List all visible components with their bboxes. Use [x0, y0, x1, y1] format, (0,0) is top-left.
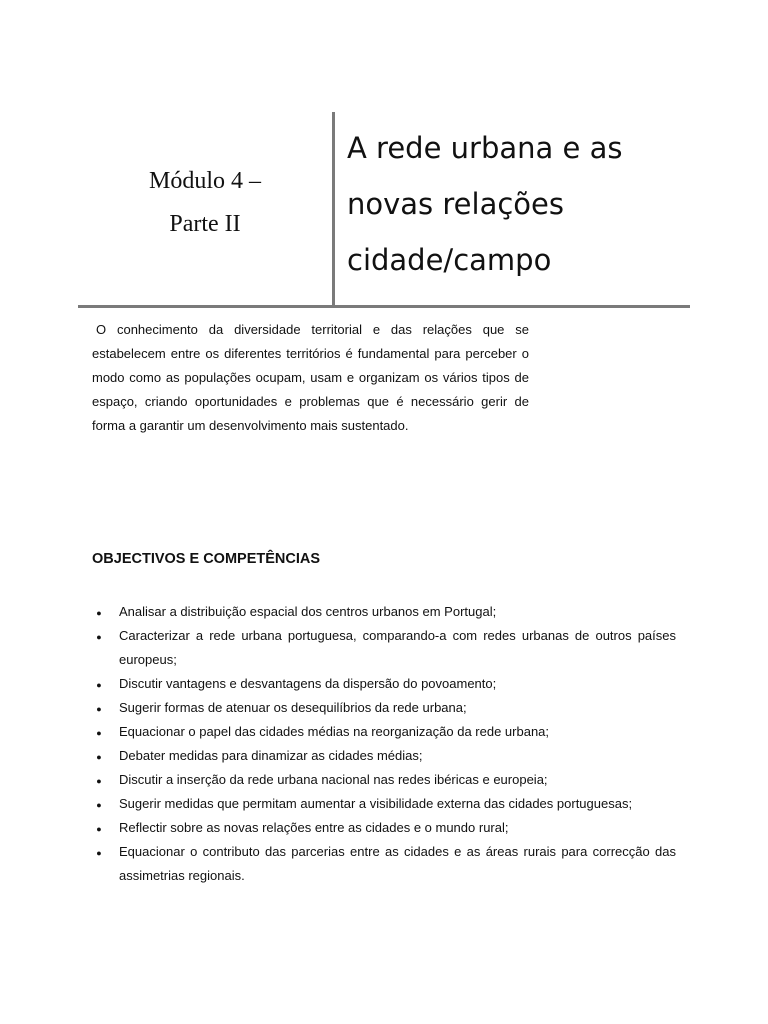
bullet-icon: ●	[96, 728, 102, 738]
module-label	[78, 160, 332, 246]
objective-item	[92, 816, 676, 840]
objective-item	[92, 696, 676, 720]
bullet-icon: ●	[96, 848, 102, 858]
objective-text: Analisar a distribuição espacial dos centros urbanos em Portugal;	[119, 604, 497, 619]
bullet-icon: ●	[96, 704, 102, 714]
objective-item	[92, 720, 676, 744]
objective-text: Reflectir sobre as novas relações entre as cidades e o mundo rural;	[119, 820, 509, 835]
objective-item	[92, 792, 676, 816]
objective-text: Sugerir formas de atenuar os desequilíbrios da rede urbana;	[119, 700, 467, 715]
header-vertical-divider	[332, 112, 335, 308]
bullet-icon: ●	[96, 776, 102, 786]
objective-text: Equacionar o papel das cidades médias na reorganização da rede urbana;	[119, 724, 550, 739]
intro-paragraph: O conhecimento da diversidade territorial e das relações que se estabelecem entre os diferentes territórios é fundamental para perceber o modo como as populações ocupam, usam e organizam os vários tipos de espaço, criando oportunidades e problemas que é necessário gerir de forma a garantir um desenvolvimento mais sustentado.	[92, 322, 529, 433]
bullet-icon: ●	[96, 800, 102, 810]
module-number: Módulo 4 –	[148, 168, 261, 194]
title-line-1: A rede urbana e as	[347, 131, 623, 165]
objective-item	[92, 624, 676, 672]
objective-text: Discutir vantagens e desvantagens da dispersão do povoamento;	[119, 676, 497, 691]
bullet-icon: ●	[96, 680, 102, 690]
bullet-icon: ●	[96, 752, 102, 762]
objective-text: Debater medidas para dinamizar as cidades médias;	[119, 748, 423, 763]
bullet-icon: ●	[96, 632, 102, 642]
objective-item	[92, 672, 676, 696]
objective-item	[92, 768, 676, 792]
bullet-icon: ●	[96, 608, 102, 618]
objective-text: Caracterizar a rede urbana portuguesa, comparando-a com redes urbanas de outros países europeus;	[119, 628, 676, 667]
objective-text: Equacionar o contributo das parcerias entre as cidades e as áreas rurais para correcção das assimetrias regionais.	[119, 844, 676, 883]
objective-item	[92, 840, 676, 888]
title-line-2: novas relações	[347, 187, 564, 221]
objective-item	[92, 600, 676, 624]
objective-item	[92, 744, 676, 768]
objectives-list	[92, 600, 676, 888]
objective-text: Sugerir medidas que permitam aumentar a visibilidade externa das cidades portuguesas;	[119, 796, 633, 811]
title-line-3: cidade/campo	[347, 243, 552, 277]
bullet-icon: ●	[96, 824, 102, 834]
objective-text: Discutir a inserção da rede urbana nacional nas redes ibéricas e europeia;	[119, 772, 548, 787]
header-horizontal-divider	[78, 305, 690, 308]
objectives-heading: OBJECTIVOS E COMPETÊNCIAS	[92, 551, 321, 567]
document-title	[347, 120, 677, 288]
module-part: Parte II	[169, 211, 241, 237]
